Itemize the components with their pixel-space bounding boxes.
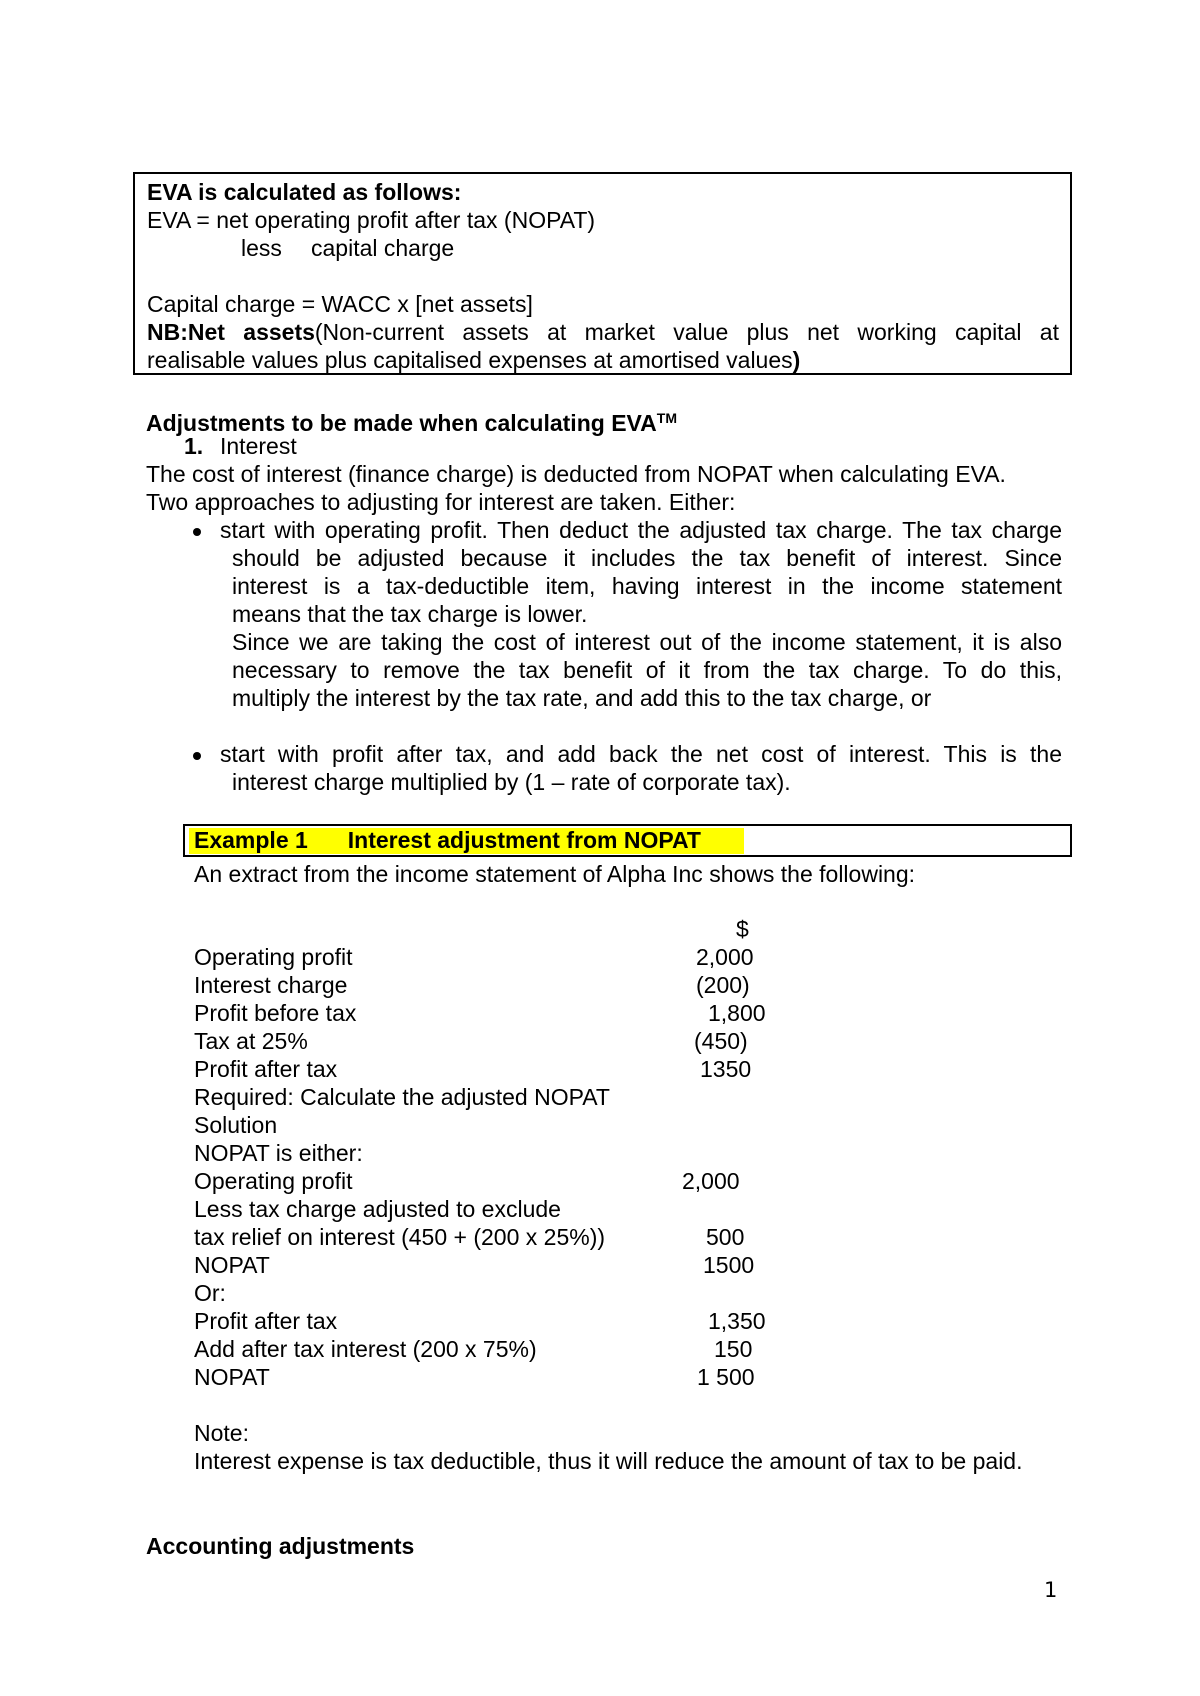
row-value: 1,800	[708, 1000, 766, 1026]
example-intro: An extract from the income statement of Alpha Inc shows the following:	[194, 861, 916, 887]
row-label: Profit after tax	[194, 1056, 338, 1082]
bullet1-line-7: multiply the interest by the tax rate, and add this to the tax charge, or	[232, 685, 932, 711]
row-label: Interest charge	[194, 972, 348, 998]
method1-value: 500	[706, 1224, 745, 1250]
currency-header: $	[736, 916, 749, 942]
solution-label: Solution	[194, 1112, 278, 1138]
formula-less: less	[241, 235, 282, 261]
row-label: Tax at 25%	[194, 1028, 308, 1054]
required-text: Required: Calculate the adjusted NOPAT	[194, 1084, 610, 1110]
method1-label: NOPAT	[194, 1252, 270, 1278]
method1-label: tax relief on interest (450 + (200 x 25%))	[194, 1224, 606, 1250]
method1-value: 2,000	[682, 1168, 740, 1194]
row-value: 2,000	[696, 944, 754, 970]
bullet1-line-5: Since we are taking the cost of interest out of the income statement, it is also	[232, 629, 1062, 655]
nb-line-1	[147, 318, 1059, 346]
or-label: Or:	[194, 1280, 226, 1306]
item-number: 1.	[184, 433, 204, 459]
formula-heading: EVA is calculated as follows:	[147, 179, 462, 205]
bullet2-line-1: start with profit after tax, and add back the net cost of interest. This is the	[220, 741, 1062, 767]
method2-label: Add after tax interest (200 x 75%)	[194, 1336, 537, 1362]
formula-line-eva: EVA = net operating profit after tax (NOPAT)	[147, 207, 596, 233]
capital-charge-formula: Capital charge = WACC x [net assets]	[147, 291, 533, 317]
bullet-icon	[193, 752, 201, 760]
method1-value: 1500	[703, 1252, 755, 1278]
method1-label: Operating profit	[194, 1168, 353, 1194]
method2-label: NOPAT	[194, 1364, 270, 1390]
method2-value: 1,350	[708, 1308, 766, 1334]
adjustments-heading: Adjustments to be made when calculating EVA™	[146, 410, 677, 436]
method1-label: Less tax charge adjusted to exclude	[194, 1196, 561, 1222]
row-value: 1350	[700, 1056, 752, 1082]
bullet2-line-2: interest charge multiplied by (1 – rate of corporate tax).	[232, 769, 791, 795]
intro-line-2: Two approaches to adjusting for interest are taken. Either:	[146, 489, 736, 515]
accounting-adjustments-heading: Accounting adjustments	[146, 1533, 415, 1559]
method2-label: Profit after tax	[194, 1308, 338, 1334]
nopat-either: NOPAT is either:	[194, 1140, 363, 1166]
nb-label: NB:Net assets	[147, 319, 315, 345]
nb-line-2: realisable values plus capitalised expenses at amortised values)	[147, 347, 801, 373]
bullet-icon	[193, 528, 201, 536]
intro-line-1: The cost of interest (finance charge) is deducted from NOPAT when calculating EVA.	[146, 461, 1006, 487]
note-text: Interest expense is tax deductible, thus it will reduce the amount of tax to be paid.	[194, 1448, 1023, 1474]
nb-text-1: (Non-current assets at market value plus net working capital at	[314, 319, 1059, 345]
bullet1-line-6: necessary to remove the tax benefit of it from the tax charge. To do this,	[232, 657, 1062, 683]
row-label: Operating profit	[194, 944, 353, 970]
example-title: Example 1 Interest adjustment from NOPAT	[194, 827, 701, 853]
row-label: Profit before tax	[194, 1000, 357, 1026]
eva-formula-box	[133, 172, 1072, 375]
bullet1-line-2: should be adjusted because it includes the tax benefit of interest. Since	[232, 545, 1062, 571]
bullet1-line-4: means that the tax charge is lower.	[232, 601, 588, 627]
row-value: (450)	[694, 1028, 748, 1054]
note-label: Note:	[194, 1420, 249, 1446]
item-label-interest: Interest	[220, 433, 297, 459]
bullet1-line-3: interest is a tax-deductible item, having interest in the income statement	[232, 573, 1062, 599]
formula-capital-charge: capital charge	[311, 235, 455, 261]
method2-value: 150	[714, 1336, 753, 1362]
example-title-box	[183, 824, 1072, 857]
row-value: (200)	[696, 972, 750, 998]
bullet1-line-1: start with operating profit. Then deduct the adjusted tax charge. The tax charge	[220, 517, 1062, 543]
page-number: 1	[1044, 1578, 1058, 1602]
method2-value: 1 500	[697, 1364, 755, 1390]
